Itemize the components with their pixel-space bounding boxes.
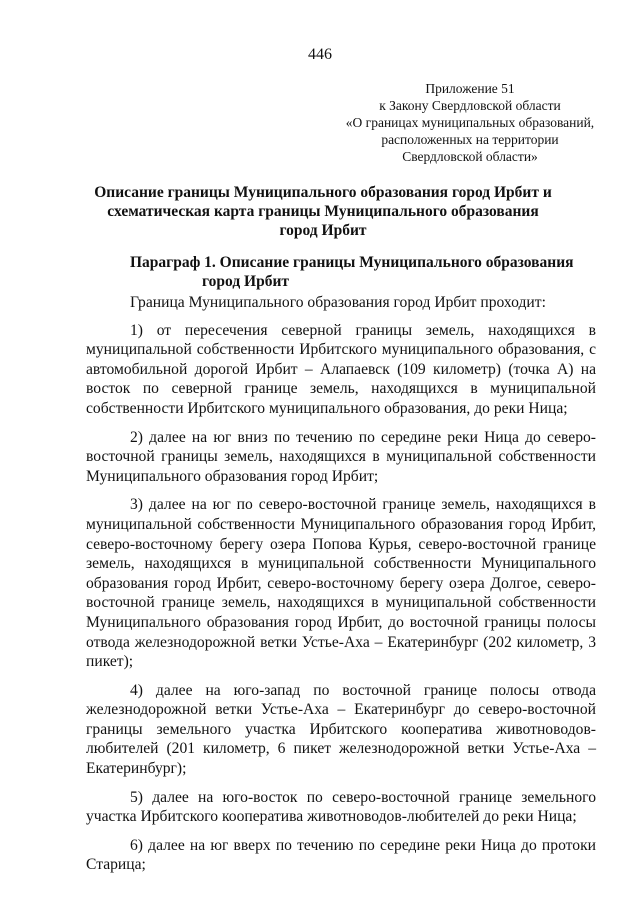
title-line: схематическая карта границы Муниципального образования (107, 203, 539, 220)
appendix-note (340, 80, 600, 165)
boundary-item: 1) от пересечения северной границы земель, находящихся в муниципальной собственности Ирбитского муниципального образования, с автомобильной дорогой Ирбит – Алапаевск (109 километр) (точка А) на восток по северной границе земель, находящихся в муниципальной собственности Ирбитского муниципального образования, до реки Ница; (86, 321, 596, 417)
appendix-line: к Закону Свердловской области (379, 98, 561, 113)
boundary-item: 4) далее на юго-запад по восточной границе полосы отвода железнодорожной ветки Устье-Аха – Екатеринбург до северо-восточной границы земельного участка Ирбитского кооператива животноводов-любителей (201 километр, 6 пикет железнодорожной ветки Устье-Аха – Екатеринбург); (86, 681, 596, 778)
heading-line: Параграф 1. Описание границы Муниципального образования (130, 254, 574, 271)
appendix-line: расположенных на территории (381, 132, 559, 147)
appendix-line: «О границах муниципальных образований, (345, 115, 595, 130)
document-body (86, 293, 596, 884)
title-line: город Ирбит (279, 222, 367, 239)
heading-line: город Ирбит (202, 273, 290, 290)
appendix-line: Свердловской области» (402, 149, 538, 164)
boundary-item: 2) далее на юг вниз по течению по середине реки Ница до северо-восточной границы земель, находящихся в муниципальной собственности Муниципального образования город Ирбит; (86, 428, 596, 485)
page-number: 446 (308, 46, 332, 63)
appendix-line: Приложение 51 (425, 81, 515, 96)
boundary-item: 5) далее на юго-восток по северо-восточной границе земельного участка Ирбитского кооператива животноводов-любителей до реки Ница; (86, 788, 596, 826)
paragraph-heading (130, 253, 580, 291)
document-title (88, 183, 558, 240)
boundary-item: 3) далее на юг по северо-восточной границе земель, находящихся в муниципальной собственности Муниципального образования город Ирбит, северо-восточному берегу озера Попова Курья, северо-восточной границе земель, находящихся в муниципальной собственности Муниципального образования город Ирбит, северо-восточному берегу озера Долгое, северо-восточной границе земель, находящихся в муниципальной собственности Муниципального образования город Ирбит, до восточной границы полосы отвода железнодорожной ветки Устье-Аха – Екатеринбург (202 километр, 3 пикет); (86, 496, 596, 671)
intro-paragraph: Граница Муниципального образования город Ирбит проходит: (130, 294, 546, 311)
title-line: Описание границы Муниципального образования город Ирбит и (94, 184, 552, 201)
boundary-item: 6) далее на юг вверх по течению по середине реки Ница до протоки Старица; (86, 836, 596, 874)
